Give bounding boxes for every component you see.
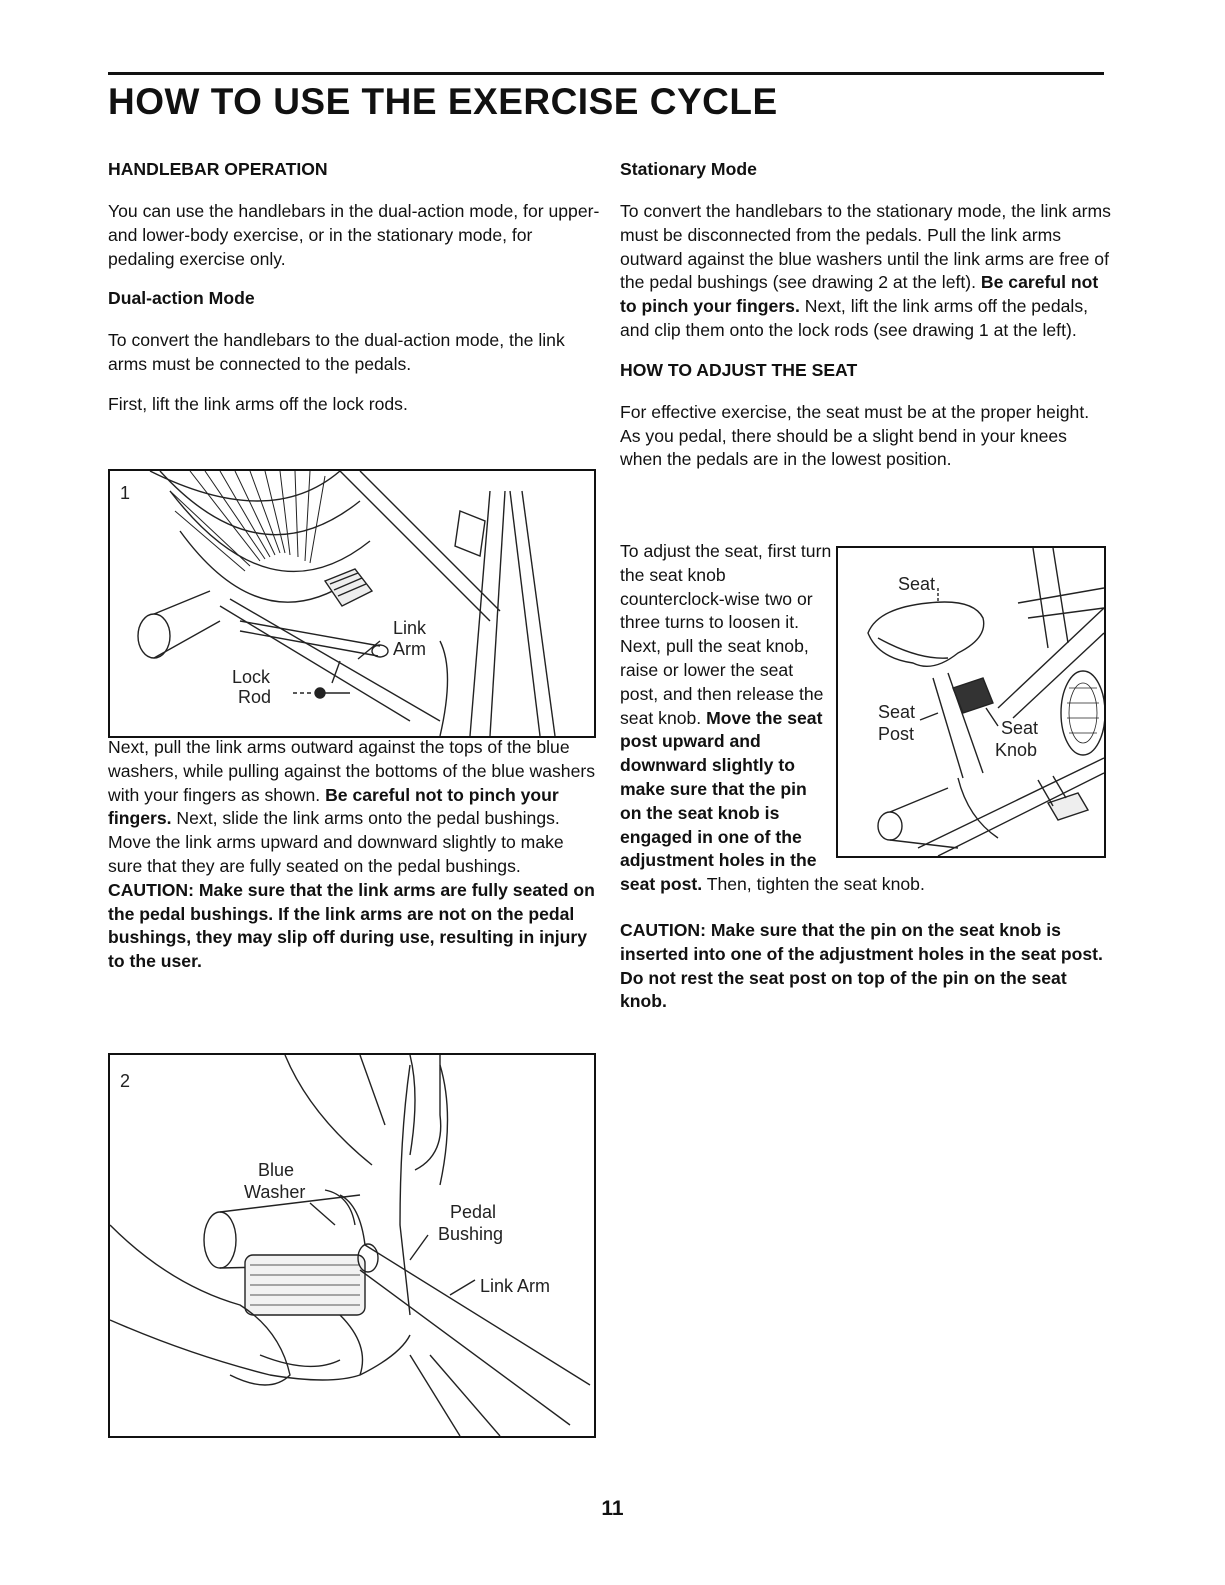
text-adjust-seat: To adjust the seat, first turn the seat knob counterclock-wise two or three turns to loosen it. Next, pull the seat knob, raise or lower the seat post, and then release the seat knob. — [620, 541, 832, 728]
title-rule — [108, 72, 1104, 75]
paragraph-stationary — [620, 200, 1112, 343]
left-column-middle — [108, 736, 600, 990]
paragraph-seat-caution — [620, 919, 1112, 1014]
label-seat-knob-line1: Seat — [1001, 718, 1039, 738]
text-link-arms-1: Next, pull the link arms outward against the tops of the blue washers, while pulling against the bottoms of the blue washers with your fingers as shown. — [108, 737, 596, 805]
right-column-seat-adjust — [620, 540, 1112, 1030]
label-seat-post-line2: Post — [878, 724, 915, 744]
heading-dual-action-mode: Dual-action Mode — [108, 288, 255, 309]
label-link: Link — [393, 618, 427, 638]
text-move-seat-post: Move the seat post upward and downward slightly to make sure that the pin on the seat knob is engaged in one of the adjustment holes in the seat post. — [620, 707, 823, 895]
label-washer: Washer — [244, 1182, 306, 1202]
label-lock: Lock — [232, 667, 271, 687]
paragraph-dual-1: To convert the handlebars to the dual-action mode, the link arms must be connected to the pedals. — [108, 330, 565, 375]
heading-handlebar-operation: HANDLEBAR OPERATION — [108, 159, 328, 179]
figure-1-illustration — [110, 471, 594, 736]
heading-stationary-mode: Stationary Mode — [620, 159, 757, 179]
figure-1-lock-rod — [108, 469, 596, 738]
left-column-top — [108, 158, 600, 433]
paragraph-intro: You can use the handlebars in the dual-action mode, for upper- and lower-body exercise, or in the stationary mode, for pedaling exercise only. — [108, 201, 600, 269]
text-stationary-2: Next, lift the link arms off the pedals, and clip them onto the lock rods (see drawing 1 at the left). — [620, 296, 1089, 340]
figure-2-illustration — [110, 1055, 594, 1436]
label-seat-knob-line2: Knob — [995, 740, 1038, 760]
label-seat: Seat — [898, 574, 936, 594]
text-caution-link-arms: CAUTION: Make sure that the link arms are fully seated on the pedal bushings. If the link arms are not on the pedal bushings, they may slip off during use, resulting in injury to the user. — [108, 879, 595, 972]
label-link-arm: Link Arm — [480, 1276, 551, 1296]
label-rod: Rod — [238, 687, 272, 707]
figure-2-pedal-bushing — [108, 1053, 596, 1438]
paragraph-seat-height: For effective exercise, the seat must be at the proper height. As you pedal, there should be a slight bend in your knees when the pedals are in the lowest position. — [620, 401, 1090, 470]
paragraph-dual-2: First, lift the link arms off the lock rods. — [108, 393, 408, 414]
heading-adjust-seat: HOW TO ADJUST THE SEAT — [620, 359, 858, 380]
right-column-top — [620, 158, 1112, 488]
text-seat-caution: CAUTION: Make sure that the pin on the seat knob is inserted into one of the adjustment holes in the seat post. Do not rest the seat post on top of the pin on the seat knob. — [620, 919, 1103, 1012]
text-pinch-warning: Be careful not to pinch your fingers. — [108, 784, 559, 829]
figure-float-spacer — [832, 540, 1112, 868]
figure-2-number: 2 — [120, 1071, 131, 1091]
text-link-arms-2: Next, slide the link arms onto the pedal bushings. Move the link arms upward and downward slightly to make sure that they are fully seated on the pedal bushings. — [108, 808, 564, 876]
page-number: 11 — [601, 1497, 624, 1520]
label-arm: Arm — [393, 639, 426, 659]
label-blue: Blue — [258, 1160, 295, 1180]
text-stationary-warning: Be careful not to pinch your fingers. — [620, 272, 1099, 317]
label-bushing: Bushing — [438, 1224, 504, 1244]
paragraph-link-arms — [108, 736, 600, 974]
figure-1-number: 1 — [120, 483, 131, 503]
text-tighten-knob: Then, tighten the seat knob. — [702, 874, 925, 895]
label-pedal: Pedal — [450, 1202, 497, 1222]
label-seat-post-line1: Seat — [878, 702, 916, 722]
text-stationary-1: To convert the handlebars to the stationary mode, the link arms must be disconnected from the pedals. Pull the link arms outward against the blue washers until the link arms are free of the pedal bushings (see drawing 2 at the left). — [620, 201, 1111, 293]
page-title: HOW TO USE THE EXERCISE CYCLE — [108, 81, 778, 122]
